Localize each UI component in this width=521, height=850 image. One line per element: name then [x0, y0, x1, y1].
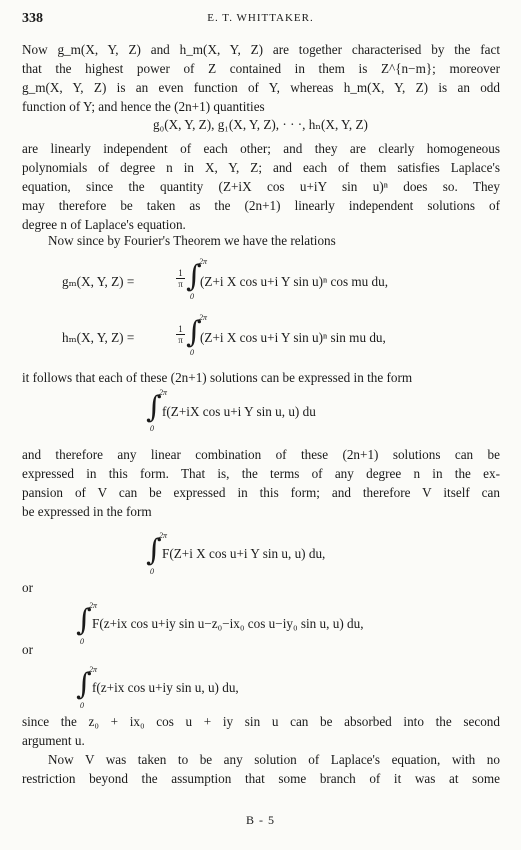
text-line: that the highest power of Z contained in them is Z^{n−m}; moreover [22, 61, 500, 76]
text-line: Now g_m(X, Y, Z) and h_m(X, Y, Z) are together characterised by the fact [22, 42, 500, 57]
denominator: π [178, 335, 183, 345]
page-footer: B - 5 [246, 813, 275, 827]
or-text: or [22, 642, 33, 657]
paragraph-7 [22, 750, 500, 788]
numerator: 1 [178, 324, 183, 334]
paragraph-3 [48, 231, 500, 250]
integral-sign: ∫ [146, 533, 162, 568]
numerator: 1 [178, 268, 183, 278]
integrand: F(Z+i X cos u+i Y sin u, u) du, [162, 546, 326, 561]
integral-sign: ∫ [186, 315, 202, 350]
integrand: (Z+i X cos u+i Y sin u)ⁿ sin mu du, [200, 330, 386, 345]
integral-sign: ∫ [146, 390, 162, 425]
text-line: g_m(X, Y, Z) is an even function of Y, whereas h_m(X, Y, Z) is an odd [22, 80, 500, 95]
text-line: since the z₀ + ix₀ cos u + iy sin u can be absorbed into the second [22, 714, 500, 729]
upper-limit: 2π [199, 257, 208, 266]
upper-limit: 2π [89, 601, 98, 610]
text-line: expressed in this form. That is, the terms of any degree n in the ex- [22, 466, 500, 481]
paragraph-6 [22, 712, 500, 750]
text-line: pansion of V can be expressed in this form; and therefore V itself can [22, 485, 500, 500]
upper-limit: 2π [159, 388, 168, 397]
integrand: (Z+i X cos u+i Y sin u)ⁿ cos mu du, [200, 274, 389, 289]
upper-limit: 2π [89, 665, 98, 674]
integral-sign: ∫ [186, 259, 202, 294]
upper-limit: 2π [159, 531, 168, 540]
lower-limit: 0 [150, 567, 154, 576]
text-line: restriction beyond the assumption that some branch of it was at some [22, 771, 500, 786]
text-line: argument u. [22, 733, 85, 748]
fraction [176, 324, 185, 345]
text-line: equation, since the quantity (Z+iX cos u+iY sin u)ⁿ does so. They [22, 179, 500, 194]
denominator: π [178, 279, 183, 289]
text-line: are linearly independent of each other; and they are clearly homogeneous [22, 141, 500, 156]
lower-limit: 0 [80, 701, 84, 710]
equation-lhs: hₘ(X, Y, Z) = [62, 330, 135, 345]
text-line: Now V was taken to be any solution of Laplace's equation, with no [48, 752, 500, 767]
text-line: it follows that each of these (2n+1) solutions can be expressed in the form [22, 370, 413, 385]
lower-limit: 0 [190, 348, 194, 357]
paragraph-5 [22, 445, 500, 521]
text-line: degree n of Laplace's equation. [22, 217, 186, 232]
text-line: may therefore be taken as the (2n+1) linearly independent solutions of [22, 198, 500, 213]
upper-limit: 2π [199, 313, 208, 322]
text-line: be expressed in the form [22, 504, 152, 519]
page-number: 338 [22, 11, 43, 26]
integral-sign: ∫ [76, 667, 92, 702]
paragraph-4 [22, 368, 500, 387]
integrand: f(Z+iX cos u+i Y sin u, u) du [162, 404, 316, 419]
lower-limit: 0 [150, 424, 154, 433]
integral-sign: ∫ [76, 603, 92, 638]
text-line: and therefore any linear combination of these (2n+1) solutions can be [22, 447, 500, 462]
lower-limit: 0 [80, 637, 84, 646]
text-line: function of Y; and hence the (2n+1) quantities [22, 99, 265, 114]
text-line: Now since by Fourier's Theorem we have the relations [48, 233, 336, 248]
equation-quantities: g₀(X, Y, Z), g₁(X, Y, Z), · · ·, hₙ(X, Y, Z) [153, 117, 368, 132]
paragraph-2 [22, 139, 500, 234]
paragraph-1 [22, 40, 500, 116]
lower-limit: 0 [190, 292, 194, 301]
integrand: F(z+ix cos u+iy sin u−z₀−ix₀ cos u−iy₀ sin u, u) du, [92, 616, 364, 631]
equation-lhs: gₘ(X, Y, Z) = [62, 274, 135, 289]
or-text: or [22, 580, 33, 595]
integrand: f(z+ix cos u+iy sin u, u) du, [92, 680, 239, 695]
running-title: E. T. WHITTAKER. [207, 12, 314, 24]
text-line: polynomials of degree n in X, Y, Z; and each of them satisfies Laplace's [22, 160, 500, 175]
fraction [176, 268, 185, 289]
